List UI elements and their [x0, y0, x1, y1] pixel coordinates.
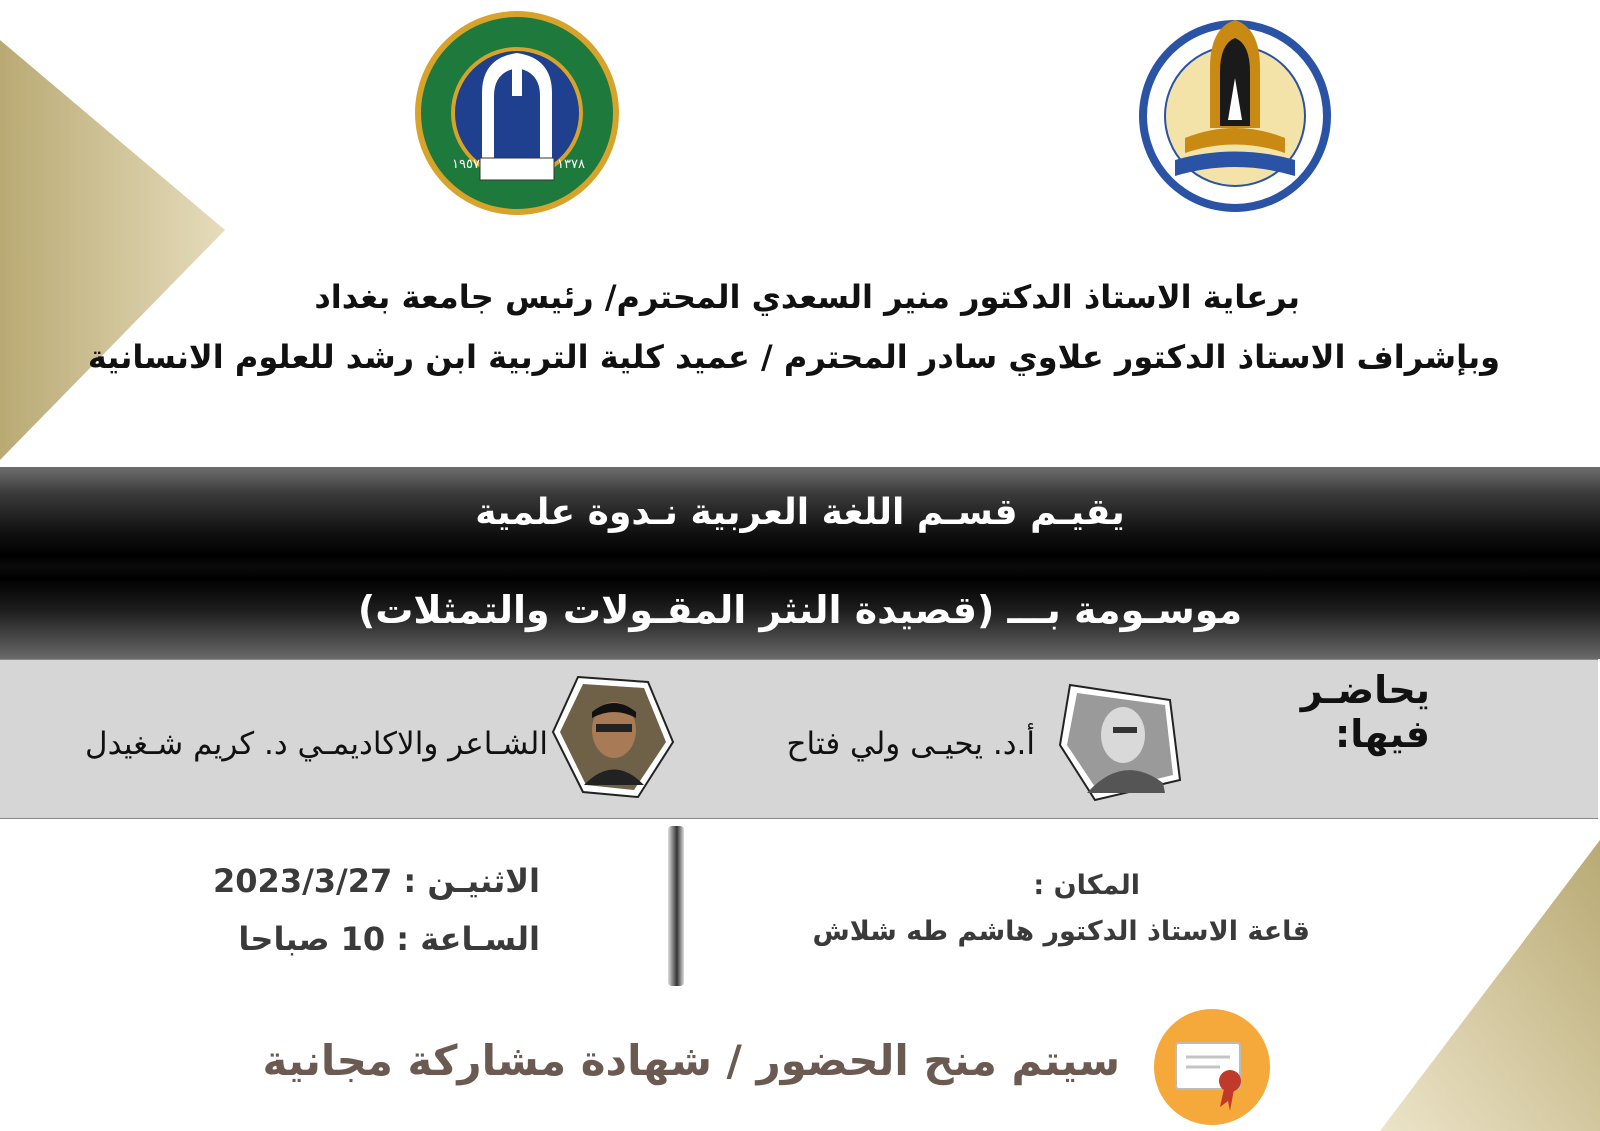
sponsor-line-president: برعاية الاستاذ الدكتور منير السعدي المحترم/ رئيس جامعة بغداد	[314, 278, 1300, 316]
university-of-baghdad-logo	[412, 8, 622, 218]
svg-text:١٩٥٧: ١٩٥٧	[452, 157, 480, 172]
lecturer-1-name: أ.د. يحيـى ولي فتاح	[786, 726, 1035, 762]
vertical-divider	[668, 826, 684, 986]
venue-label: المكان :	[1033, 870, 1140, 901]
lecturer-2-photo	[548, 672, 678, 802]
lecturer-1-photo	[1055, 675, 1185, 805]
sponsor-line-dean: وبإشراف الاستاذ الدكتور علاوي سادر المحترم / عميد كلية التربية ابن رشد للعلوم الانسانية	[87, 338, 1500, 376]
event-subtitle: موسـومة بـــ (قصيدة النثر المقـولات والتمثلات)	[357, 588, 1243, 632]
certificate-icon	[1144, 1007, 1280, 1127]
college-of-education-ibn-rushd-logo	[1130, 8, 1340, 218]
lecturers-heading: يحاضـر فيها:	[1300, 668, 1430, 756]
event-time: السـاعة : 10 صباحا	[238, 920, 540, 958]
venue-name: قاعة الاستاذ الدكتور هاشم طه شلاش	[812, 916, 1310, 947]
event-title: يقيـم قسـم اللغة العربية نـدوة علمية	[475, 492, 1125, 533]
gold-triangle-decoration-left	[0, 40, 230, 470]
certificate-note: سيتم منح الحضور / شهادة مشاركة مجانية	[262, 1036, 1120, 1085]
svg-text:١٣٧٨: ١٣٧٨	[557, 157, 585, 172]
lecturer-2-name: الشـاعر والاكاديمـي د. كريم شـغيدل	[85, 726, 548, 762]
event-date: الاثنيـن : 2023/3/27	[213, 862, 540, 900]
gold-triangle-decoration-right	[1360, 840, 1600, 1131]
